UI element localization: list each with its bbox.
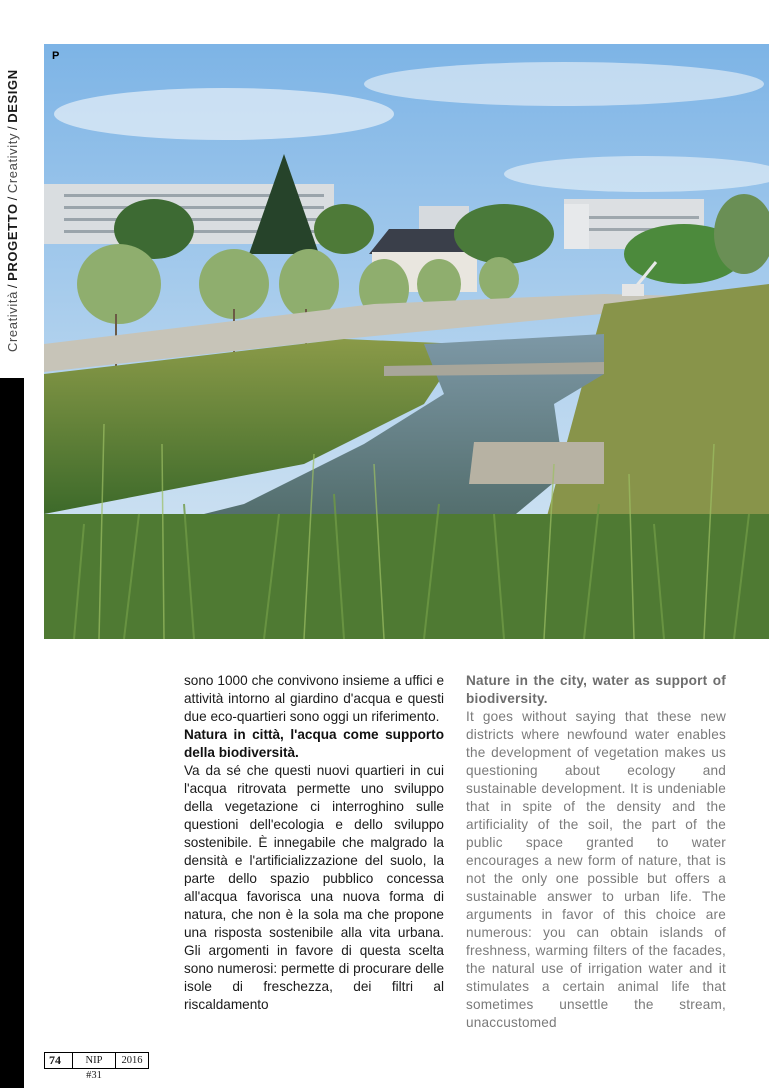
italian-intro: sono 1000 che convivono insieme a uffici e attività intorno al giardino d'acqua e questi due eco-quartieri sono oggi un riferimento. xyxy=(184,673,444,724)
magazine-issue: NIP #31 xyxy=(72,1052,116,1069)
english-column xyxy=(466,672,726,1032)
italian-column xyxy=(184,672,444,1014)
section-label-creativita: Creatività xyxy=(5,291,20,352)
publication-year: 2016 xyxy=(115,1052,149,1069)
section-label-separator: / xyxy=(5,125,20,130)
section-label-creativity: Creativity xyxy=(5,132,20,194)
italian-body: Va da sé che questi nuovi quartieri in cui l'acqua ritrovata permette uno sviluppo della vegetazione ci interroghino sulle questioni dell'ecologia e dello sviluppo sostenibile. È innegabile che malgrado la densità e l'artificializzazione del suolo, la parte dello spazio pubblico concessa all'acqua favorisca una nuova forma di natura, che non è la sola ma che propone una risposta sostenibile alla vita urbana. Gli argomenti in favore di questa scelta sono numerosi: permette di procurare delle isole di freschezza, dei filtri al riscaldamento xyxy=(184,763,444,1012)
water-garden-photo xyxy=(44,44,769,639)
left-black-bar xyxy=(0,378,24,1088)
section-label-design: DESIGN xyxy=(5,69,20,123)
section-label-separator: / xyxy=(5,283,20,289)
section-label-separator: / xyxy=(5,196,20,201)
photo-credit-letter: P xyxy=(52,50,60,62)
page-footer xyxy=(44,1052,148,1081)
page-number: 74 xyxy=(44,1052,73,1069)
italian-heading: Natura in città, l'acqua come supporto della biodiversità. xyxy=(184,727,444,760)
section-label xyxy=(3,7,23,352)
english-heading: Nature in the city, water as support of biodiversity. xyxy=(466,673,726,706)
section-label-progetto: PROGETTO xyxy=(5,203,20,281)
english-body: It goes without saying that these new districts where newfound water enables the development of vegetation makes us questioning about ecology and sustainable development. It is undeniable that in spite of the density and the artificiality of the soil, the part of the public space granted to water encourages a new form of nature, that is not the only one possible but offers a sustainable answer to urban life. The arguments in favor of this choice are numerous: you can obtain islands of freshness, warming filters of the facades, the natural use of irrigation water and it stimulates a certain animal life that sometimes unsettle the stream, unaccustomed xyxy=(466,709,726,1030)
